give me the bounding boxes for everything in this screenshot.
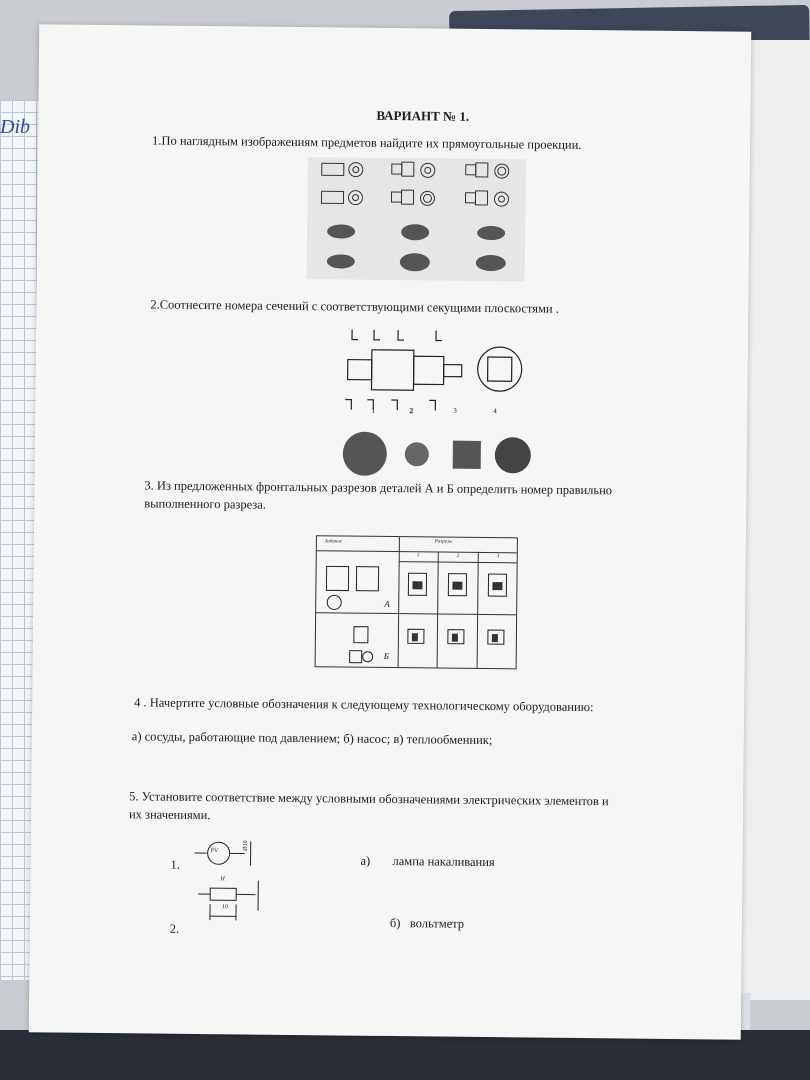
sections-drawing bbox=[335, 323, 536, 465]
table-row-label-a: А bbox=[384, 598, 390, 610]
worksheet bbox=[29, 24, 752, 1039]
table-col-2: 2 bbox=[456, 553, 460, 559]
answer-b-letter: б) bbox=[389, 916, 401, 931]
lamp-dimension: 10 bbox=[222, 904, 229, 911]
handwritten-mark: Dib bbox=[0, 116, 30, 138]
lamp-symbol bbox=[198, 876, 269, 927]
question-5-line-1: 5. Установите соответствие между условными обозначениями электрических элементов и bbox=[129, 789, 609, 809]
question-3-line-2: выполненного разреза. bbox=[144, 496, 267, 512]
question-4-options: а) сосуды, работающие под давлением; б) насос; в) теплообменник; bbox=[131, 729, 493, 748]
table-header-task: Задание bbox=[324, 539, 343, 545]
table-header-sections: Разрезы bbox=[434, 539, 453, 545]
answer-a-text: лампа накаливания bbox=[392, 854, 495, 870]
table-col-1: 1 bbox=[416, 553, 420, 559]
answer-b-text: вольтметр bbox=[409, 916, 465, 931]
voltmeter-symbol bbox=[194, 838, 264, 869]
sections-table bbox=[315, 535, 518, 669]
answer-a-letter: а) bbox=[360, 853, 371, 868]
section-number-2: 2 bbox=[409, 406, 414, 416]
q5-item-1-number: 1. bbox=[170, 857, 180, 872]
lamp-label: H bbox=[220, 876, 225, 883]
page-title: ВАРИАНТ № 1. bbox=[376, 107, 470, 124]
section-number-4: 4 bbox=[493, 407, 497, 416]
section-number-3: 3 bbox=[453, 406, 457, 415]
voltmeter-label: PV bbox=[210, 848, 219, 855]
voltmeter-dimension: Ø10 bbox=[242, 840, 249, 851]
table-col-3: 3 bbox=[496, 554, 500, 560]
question-3-line-1: 3. Из предложенных фронтальных разрезов деталей А и Б определить номер правильно bbox=[144, 478, 613, 498]
question-1-text: 1.По наглядным изображениям предметов найдите их прямоугольные проекции. bbox=[152, 133, 582, 152]
question-2-text: 2.Соотнесите номера сечений с соответствующими секущими плоскостями . bbox=[150, 297, 559, 316]
projections-figure bbox=[307, 157, 526, 281]
q5-item-2-number: 2. bbox=[169, 921, 180, 936]
table-row-label-b: Б bbox=[383, 650, 390, 661]
projections-drawing bbox=[307, 157, 526, 281]
question-4-text: 4 . Начертите условные обозначения к следующему технологическому оборудованию: bbox=[134, 695, 594, 715]
section-number-1: 1 bbox=[371, 405, 376, 415]
table-drawings bbox=[316, 536, 517, 668]
question-5-line-2: их значениями. bbox=[128, 807, 211, 823]
